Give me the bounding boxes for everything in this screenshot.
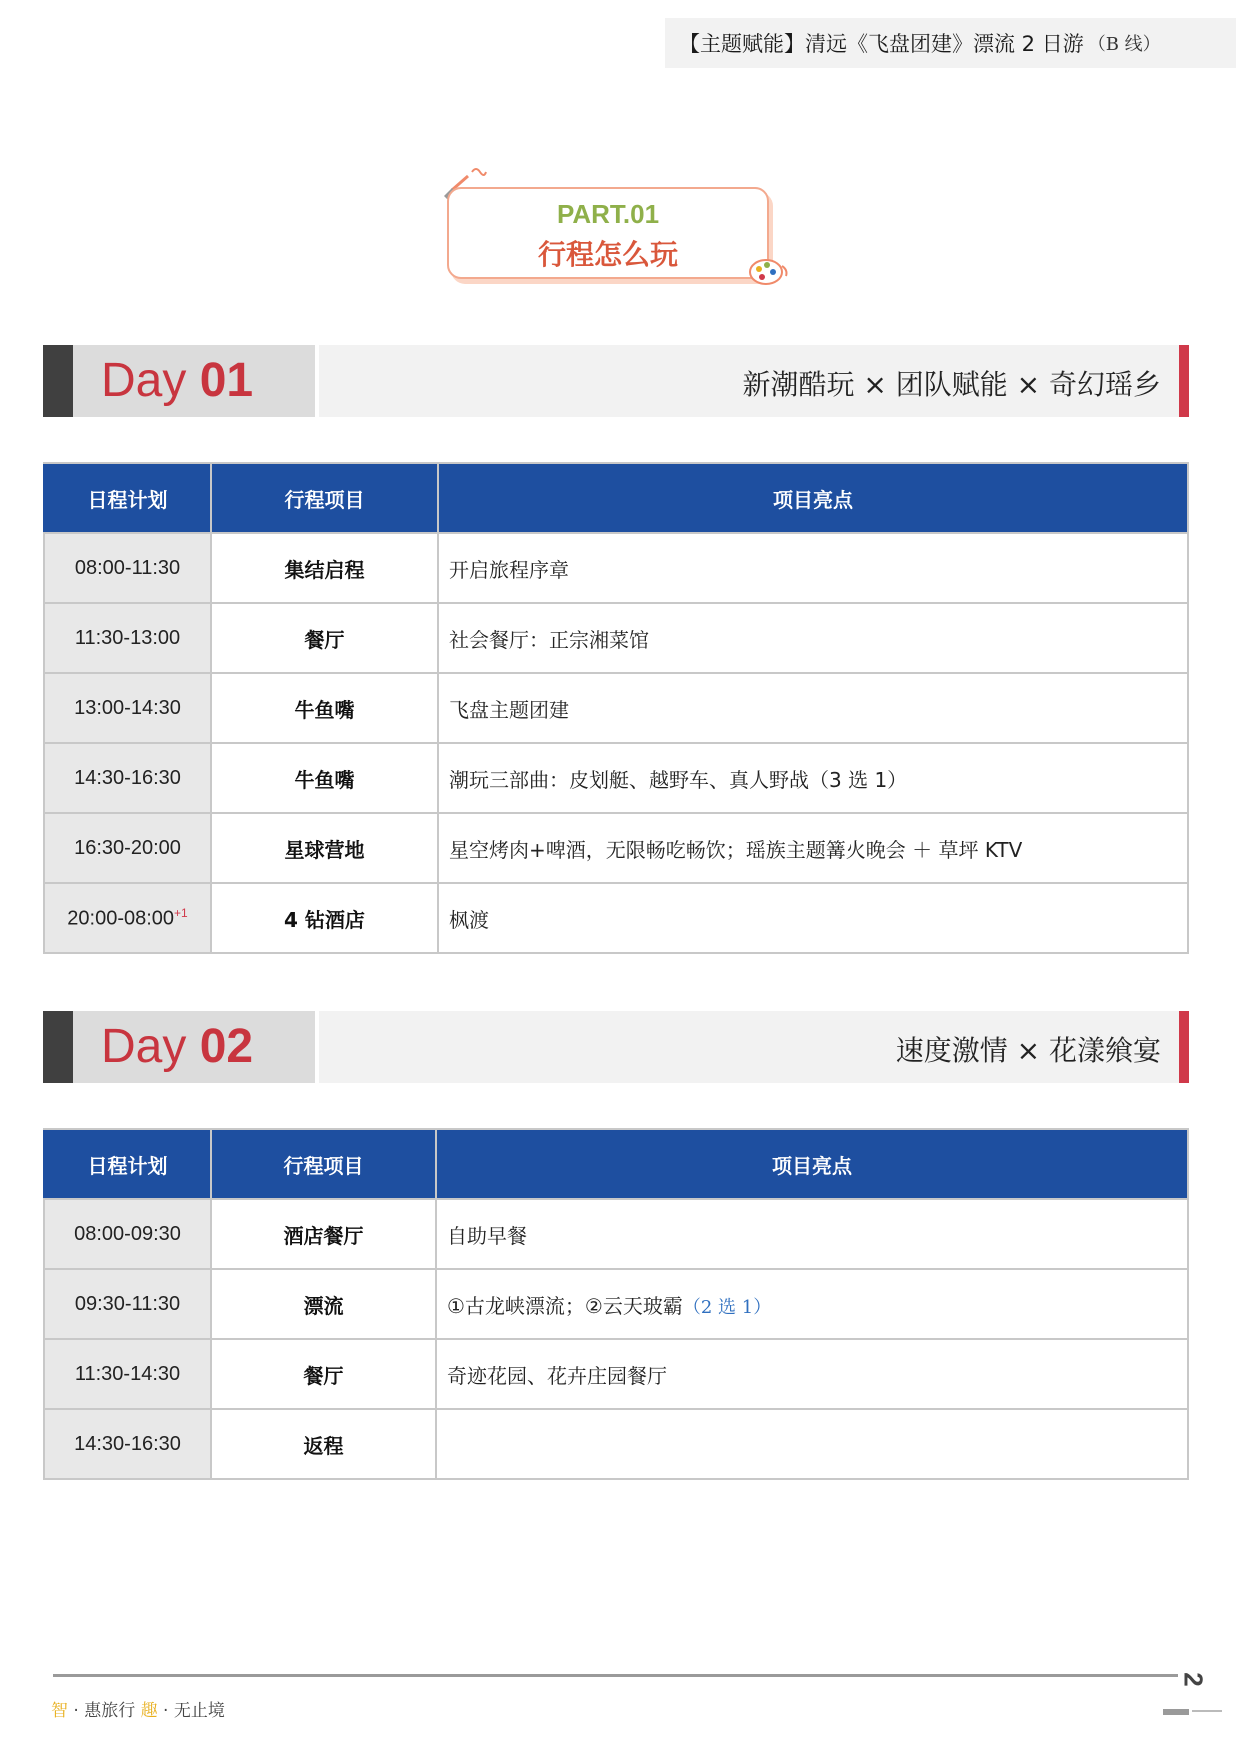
row-detail <box>436 1339 1188 1409</box>
column-header-item: 行程项目 <box>211 463 438 533</box>
row-item: 餐厅 <box>211 1339 436 1409</box>
row-time: 14:30-16:30 <box>44 743 211 813</box>
day-02-schedule-table <box>43 1128 1189 1480</box>
row-detail-note: （2 选 1） <box>682 1296 772 1318</box>
day-bar-end-accent <box>1179 345 1189 417</box>
table-row <box>44 743 1188 813</box>
row-time: 16:30-20:00 <box>44 813 211 883</box>
row-time: 11:30-14:30 <box>44 1339 211 1409</box>
row-item: 牛鱼嘴 <box>211 743 438 813</box>
table-row <box>44 1409 1188 1479</box>
row-item: 返程 <box>211 1409 436 1479</box>
row-detail <box>436 1409 1188 1479</box>
slogan-text-2: · 无止境 <box>157 1701 225 1721</box>
day-bar-accent <box>43 1011 73 1083</box>
next-day-marker: +1 <box>174 905 188 920</box>
row-detail-text: ①古龙峡漂流；②云天玻霸 <box>447 1293 683 1318</box>
part-badge <box>447 187 769 279</box>
row-detail: 枫渡 <box>438 883 1188 953</box>
footer-page-tab-line <box>1192 1710 1222 1712</box>
column-header-detail: 项目亮点 <box>436 1129 1188 1199</box>
part-title: 行程怎么玩 <box>537 238 678 271</box>
table-row <box>44 1339 1188 1409</box>
column-header-item: 行程项目 <box>211 1129 436 1199</box>
day-word: Day <box>101 1020 187 1073</box>
row-time: 08:00-11:30 <box>44 533 211 603</box>
day-01-banner <box>43 345 1189 417</box>
day-themes: 速度激情 × 花漾飨宴 <box>895 1034 1161 1067</box>
column-header-detail: 项目亮点 <box>438 463 1188 533</box>
day-word: Day <box>101 354 187 407</box>
table-row <box>44 1269 1188 1339</box>
day-label <box>101 353 253 408</box>
row-item: 酒店餐厅 <box>211 1199 436 1269</box>
row-detail: 开启旅程序章 <box>438 533 1188 603</box>
row-detail: 社会餐厅：正宗湘菜馆 <box>438 603 1188 673</box>
row-detail <box>436 1269 1188 1339</box>
day-themes: 新潮酷玩 × 团队赋能 × 奇幻瑶乡 <box>742 368 1161 401</box>
column-header-time: 日程计划 <box>44 1129 211 1199</box>
row-time: 09:30-11:30 <box>44 1269 211 1339</box>
day-bar-end-accent <box>1179 1011 1189 1083</box>
document-title-suffix: （B 线） <box>1087 34 1161 55</box>
row-time: 11:30-13:00 <box>44 603 211 673</box>
footer-page-tab <box>1163 1709 1189 1715</box>
row-item: 餐厅 <box>211 603 438 673</box>
day-number: 01 <box>199 354 254 407</box>
row-detail <box>436 1199 1188 1269</box>
slogan-text-1: · 惠旅行 <box>68 1701 141 1721</box>
row-time: 14:30-16:30 <box>44 1409 211 1479</box>
page-number: 2 <box>1178 1672 1209 1687</box>
table-row <box>44 883 1188 953</box>
table-header-row <box>44 463 1188 533</box>
day-bar-accent <box>43 345 73 417</box>
footer-divider <box>53 1674 1178 1677</box>
day-02-banner <box>43 1011 1189 1083</box>
table-row <box>44 533 1188 603</box>
day-number: 02 <box>199 1020 254 1073</box>
row-time-value: 20:00-08:00 <box>67 907 175 930</box>
palette-icon <box>742 252 798 292</box>
row-item: 牛鱼嘴 <box>211 673 438 743</box>
slogan-highlight-1: 智 <box>51 1701 68 1721</box>
row-detail-text: 奇迹花园、花卉庄园餐厅 <box>447 1363 667 1388</box>
slogan-highlight-2: 趣 <box>140 1701 158 1721</box>
part-number: PART.01 <box>556 199 660 229</box>
column-header-time: 日程计划 <box>44 463 211 533</box>
row-item: 集结启程 <box>211 533 438 603</box>
row-detail: 潮玩三部曲：皮划艇、越野车、真人野战（3 选 1） <box>438 743 1188 813</box>
table-header-row <box>44 1129 1188 1199</box>
document-header <box>665 18 1236 68</box>
table-row <box>44 1199 1188 1269</box>
row-time <box>44 883 211 953</box>
row-item: 星球营地 <box>211 813 438 883</box>
row-time: 08:00-09:30 <box>44 1199 211 1269</box>
row-detail: 飞盘主题团建 <box>438 673 1188 743</box>
table-row <box>44 813 1188 883</box>
day-01-schedule-table <box>43 462 1189 954</box>
row-detail: 星空烤肉+啤酒，无限畅吃畅饮；瑶族主题篝火晚会 ＋ 草坪 KTV <box>438 813 1188 883</box>
row-item: 漂流 <box>211 1269 436 1339</box>
row-detail-text: 自助早餐 <box>447 1223 527 1248</box>
table-row <box>44 673 1188 743</box>
footer-slogan <box>51 1696 225 1721</box>
row-time: 13:00-14:30 <box>44 673 211 743</box>
table-row <box>44 603 1188 673</box>
row-item: 4 钻酒店 <box>211 883 438 953</box>
document-title: 【主题赋能】清远《飞盘团建》漂流 2 日游 <box>679 32 1084 56</box>
day-label <box>101 1019 253 1074</box>
